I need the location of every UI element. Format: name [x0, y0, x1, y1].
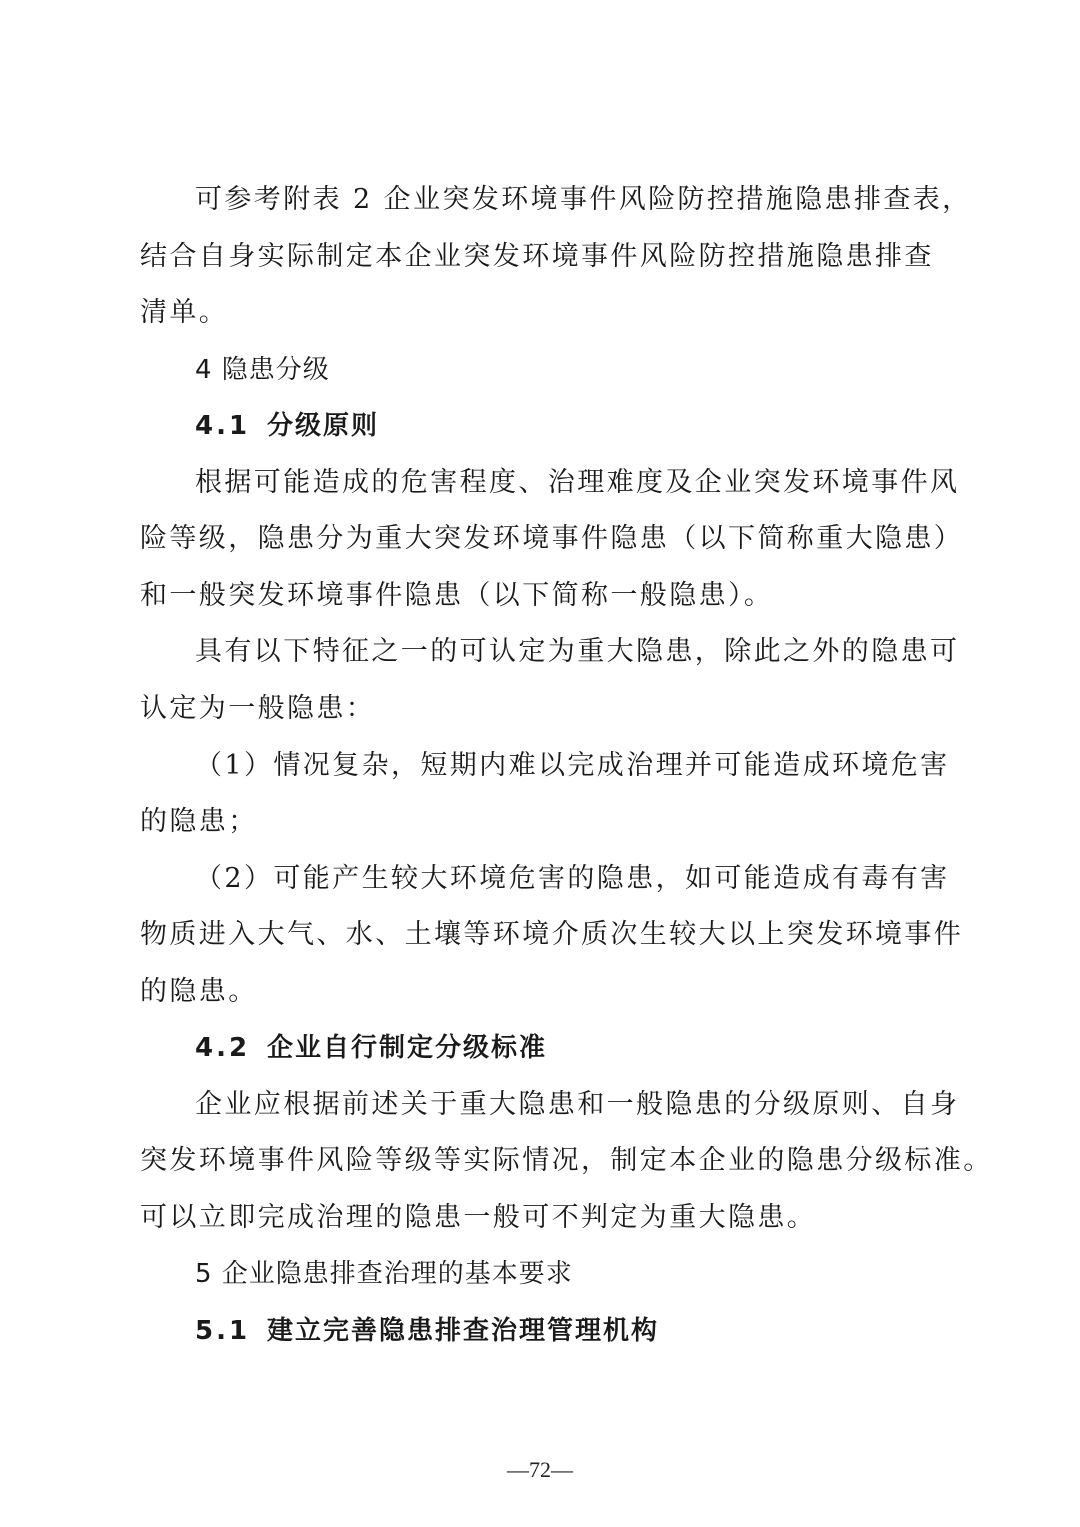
page-number: —72—: [507, 1457, 573, 1482]
paragraph-line: 具有以下特征之一的可认定为重大隐患，除此之外的隐患可: [195, 636, 960, 667]
heading-number: 4.1: [195, 411, 251, 441]
paragraph-line: 险等级，隐患分为重大突发环境事件隐患（以下简称重大隐患）: [140, 523, 964, 554]
section-heading-5: 5 企业隐患排查治理的基本要求: [195, 1259, 573, 1289]
paragraph-line: 根据可能造成的危害程度、治理难度及企业突发环境事件风: [195, 467, 960, 498]
paragraph-line: 和一般突发环境事件隐患（以下简称一般隐患）。: [140, 580, 774, 611]
subsection-heading-4-2: [0, 1028, 1080, 1068]
heading-text: 企业自行制定分级标准: [267, 1033, 548, 1063]
paragraph-line: 认定为一般隐患：: [140, 693, 376, 724]
list-item-line: 的隐患。: [140, 976, 258, 1007]
heading-text: 分级原则: [267, 411, 380, 441]
list-item-line: 物质进入大气、水、土壤等环境介质次生较大以上突发环境事件: [140, 919, 964, 950]
list-item-line: （2）可能产生较大环境危害的隐患，如可能造成有毒有害: [195, 863, 950, 894]
heading-number: 5.1: [195, 1316, 251, 1346]
subsection-heading-5-1: [0, 1311, 1080, 1351]
list-item-line: 的隐患；: [140, 806, 258, 837]
paragraph-line: 清单。: [140, 297, 229, 328]
paragraph-line: 结合自身实际制定本企业突发环境事件风险防控措施隐患排查: [140, 241, 934, 272]
paragraph-line: 突发环境事件风险等级等实际情况，制定本企业的隐患分级标准。: [140, 1145, 993, 1176]
paragraph-line: 可以立即完成治理的隐患一般可不判定为重大隐患。: [140, 1202, 817, 1233]
heading-number: 4.2: [195, 1033, 251, 1063]
paragraph-line: 企业应根据前述关于重大隐患和一般隐患的分级原则、自身: [195, 1089, 960, 1120]
heading-text: 建立完善隐患排查治理管理机构: [267, 1316, 660, 1346]
subsection-heading-4-1: [0, 406, 1080, 446]
list-item-line: （1）情况复杂，短期内难以完成治理并可能造成环境危害: [195, 750, 950, 781]
paragraph-line: 可参考附表 2 企业突发环境事件风险防控措施隐患排查表，: [195, 184, 972, 215]
section-heading-4: 4 隐患分级: [195, 355, 330, 385]
